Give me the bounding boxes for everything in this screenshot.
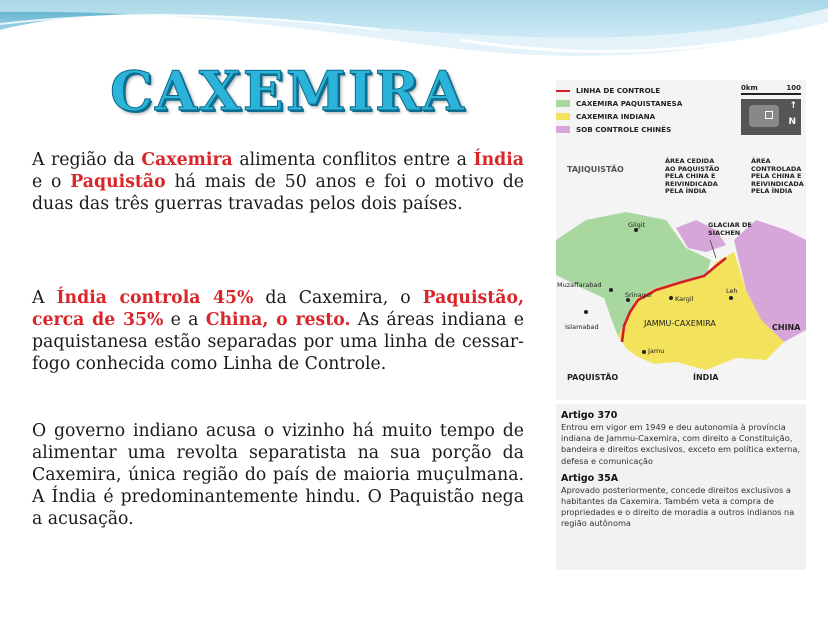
legend-item [556,110,736,123]
city-leh [729,296,733,300]
text-segment: As áreas indiana e paquistanesa estão separadas por uma linha de cessar-fogo conhecida como Linha de Controle. [32,310,525,374]
label-gilgit: Gilgit [628,221,646,229]
text-segment: da Caxemira, o [253,288,423,308]
text-segment: A região da [32,150,142,170]
legend-swatch [556,113,570,120]
text-segment: alimenta conflitos entre a [232,150,474,170]
text-segment: A [32,288,57,308]
legend-label: CAXEMIRA INDIANA [576,112,656,121]
scale-max: 100 [786,84,801,92]
map-scale [741,84,801,135]
label-china: CHINA [772,323,801,332]
paragraph-1 [32,149,524,215]
north-arrow-icon: ↑ [789,101,797,111]
city-kargil [669,296,673,300]
label-area-cedida: ÁREA CEDIDA AO PAQUISTÃO PELA CHINA E REIVINDICADA PELA ÍNDIA [665,157,720,195]
label-tajiquistao: TAJIQUISTÃO [567,165,624,174]
label-muzaffarabad: Muzaffarabad [557,281,602,289]
highlight-paquistao: Paquistão [70,172,166,192]
city-islamabad [584,310,588,314]
legend-label: LINHA DE CONTROLE [576,86,661,95]
label-jammu-caxemira: JAMMU-CAXEMIRA [644,319,716,328]
legend-item [556,97,736,110]
paragraph-3 [32,420,524,530]
locator-box [765,111,773,119]
scale-zero: 0km [741,84,758,92]
label-jamu: Jamu [648,347,665,355]
slide-title: CAXEMIRA [110,59,466,123]
legend-item [556,84,736,97]
label-paquistao: PAQUISTÃO [567,373,619,382]
legend-label: CAXEMIRA PAQUISTANESA [576,99,683,108]
article-370-text: Entrou em vigor em 1949 e deu autonomia à província indiana de Jammu-Caxemira, com direito a Constituição, bandeira e direitos exclusivos, exceto em política externa, defesa e comunicação [561,422,800,466]
legend-label: SOB CONTROLE CHINÊS [576,125,672,134]
label-leh: Leh [726,287,738,295]
text-segment: e o [32,172,71,192]
legend-swatch [556,100,570,107]
city-muzaffarabad [609,288,613,292]
legend-line-swatch [556,90,570,92]
label-kargil: Kargil [675,295,694,303]
label-glaciar: GLACIAR DE SIACHEN [708,221,752,237]
label-islamabad: Islamabad [565,323,599,331]
highlight-caxemira: Caxemira [141,150,233,170]
map-legend [556,84,736,136]
label-srinagar: Srinagar [625,291,653,299]
article-370-title: Artigo 370 [561,410,618,421]
paragraph-2 [32,287,524,375]
text-segment: e a [163,310,206,330]
highlight-paquistao-35: Paquistão, cerca de 35% [32,288,524,330]
north-label: N [788,117,796,127]
highlight-india-45: Índia controla 45% [56,288,254,308]
highlight-china: China, o resto. [205,310,351,330]
label-area-controlada: ÁREA CONTROLADA PELA CHINA E REIVINDICADA PELA ÍNDIA [751,157,804,195]
legend-swatch [556,126,570,133]
locator-shape [749,105,779,127]
article-35a-title: Artigo 35A [561,472,619,484]
locator-minimap [741,99,801,135]
highlight-india: Índia [473,150,525,170]
text-segment: O governo indiano acusa o vizinho há muito tempo de alimentar uma revolta separatista na sua porção da Caxemira, única região do país de maioria muçulmana. A Índia é predominantemente hindu. O Paquistão nega a acusação. [32,421,524,529]
text-segment: há mais de 50 anos e foi o motivo de duas das três guerras travadas pelos dois países. [32,172,524,214]
article-35a-text: Aprovado posteriormente, concede direitos exclusivos a habitantes da Caxemira. Também veta a compra de propriedades e o direito de moradia a outros indianos na região autônoma [561,484,795,529]
legend-item [556,123,736,136]
articles-box [556,404,806,570]
city-jamu [642,350,646,354]
label-india: ÍNDIA [693,373,719,382]
